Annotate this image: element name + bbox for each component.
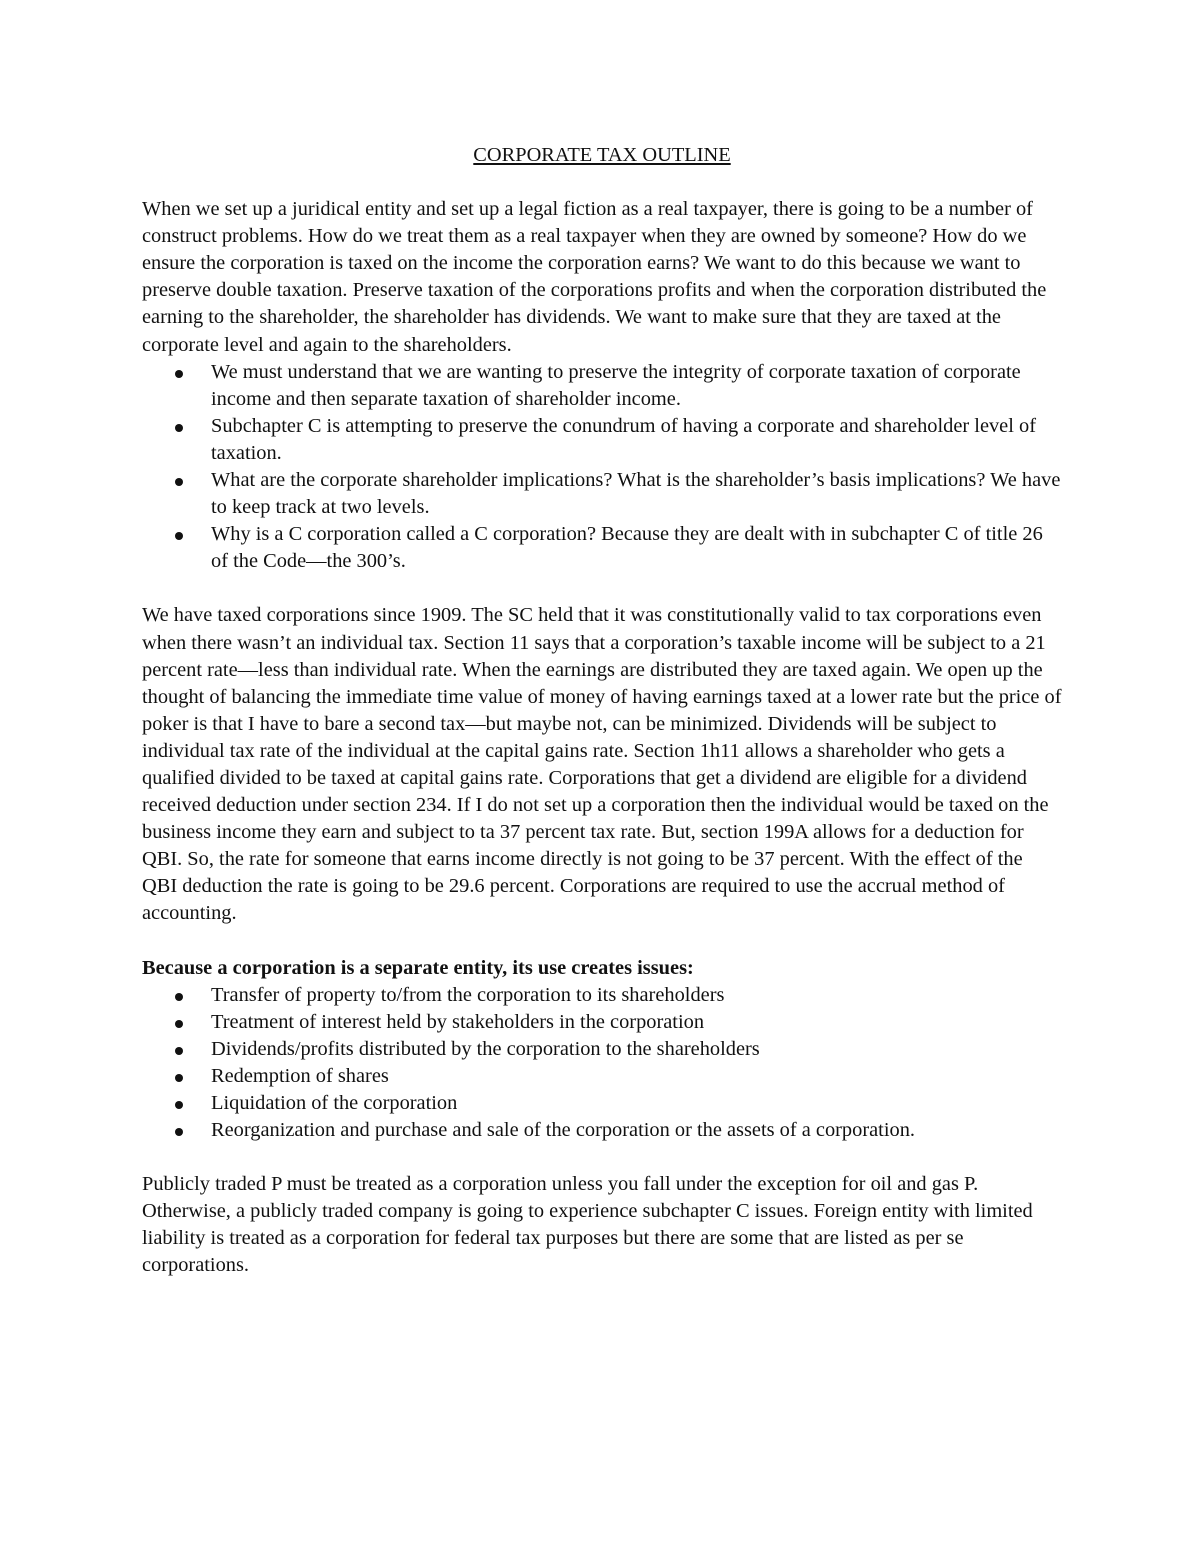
paragraph-spacer	[142, 928, 1062, 955]
list-item-text: Reorganization and purchase and sale of the corporation or the assets of a corporation.	[211, 1119, 915, 1142]
list-item	[142, 1063, 1062, 1090]
list-item	[142, 1090, 1062, 1117]
closing-paragraph: Publicly traded P must be treated as a corporation unless you fall under the exception for oil and gas P. Otherwise, a publicly traded company is going to experience subchapter C issues. Foreign entity with limited liability is treated as a corporation for federal tax purposes but there are some that are listed as per se corporations.	[142, 1173, 1033, 1277]
document-page	[142, 142, 1062, 1280]
list-item-text: Why is a C corporation called a C corporation? Because they are dealt with in subchapter C of title 26 of the Code—the 300’s.	[211, 523, 1043, 573]
list-item-text: Dividends/profits distributed by the corporation to the shareholders	[211, 1037, 760, 1060]
intro-bullet-list	[142, 359, 1062, 576]
list-item-text: Liquidation of the corporation	[211, 1092, 458, 1114]
list-item	[142, 1117, 1062, 1144]
paragraph-spacer	[142, 575, 1062, 602]
list-item	[142, 467, 1062, 521]
bullet-icon	[175, 1047, 183, 1055]
paragraph-spacer	[142, 1144, 1062, 1171]
list-item	[142, 1009, 1062, 1036]
bullet-icon	[175, 1101, 183, 1109]
list-item-text: We must understand that we are wanting to preserve the integrity of corporate taxation of corporate income and then separate taxation of shareholder income.	[211, 360, 1021, 410]
list-item	[142, 521, 1062, 575]
intro-paragraph: When we set up a juridical entity and set up a legal fiction as a real taxpayer, there is going to be a number of construct problems. How do we treat them as a real taxpayer when they are owned by someone? How do we ensure the corporation is taxed on the income the corporation earns? We want to do this because we want to preserve double taxation. Preserve taxation of the corporations profits and when the corporation distributed the earning to the shareholder, the shareholder has dividends. We want to make sure that they are taxed at the corporate level and again to the shareholders.	[142, 198, 1047, 356]
bullet-icon	[175, 370, 183, 378]
list-item	[142, 359, 1062, 413]
history-paragraph: We have taxed corporations since 1909. The SC held that it was constitutionally valid to tax corporations even when there wasn’t an individual tax. Section 11 says that a corporation’s taxable income will be subject to a 21 percent rate—less than individual rate. When the earnings are distributed they are taxed again. We open up the thought of balancing the immediate time value of money of having earnings taxed at a lower rate but the price of poker is that I have to bare a second tax—but maybe not, can be minimized. Dividends will be subject to individual tax rate of the individual at the capital gains rate. Section 1h11 allows a shareholder who gets a qualified divided to be taxed at capital gains rate. Corporations that get a dividend are eligible for a dividend received deduction under section 234. If I do not set up a corporation then the individual would be taxed on the business income they earn and subject to ta 37 percent tax rate. But, section 199A allows for a deduction for QBI. So, the rate for someone that earns income directly is not going to be 37 percent. With the effect of the QBI deduction the rate is going to be 29.6 percent. Corporations are required to use the accrual method of accounting.	[142, 604, 1062, 925]
bullet-icon	[175, 1128, 183, 1136]
list-item-text: Treatment of interest held by stakeholders in the corporation	[211, 1010, 705, 1033]
list-item-text: What are the corporate shareholder implications? What is the shareholder’s basis implications? We have to keep track at two levels.	[211, 469, 1061, 519]
bullet-icon	[175, 478, 183, 486]
document-title: CORPORATE TAX OUTLINE	[473, 144, 731, 166]
list-item	[142, 1036, 1062, 1063]
bullet-icon	[175, 1074, 183, 1082]
bullet-icon	[175, 993, 183, 1001]
list-item-text: Subchapter C is attempting to preserve the conundrum of having a corporate and shareholder level of taxation.	[211, 414, 1036, 464]
list-item	[142, 982, 1062, 1009]
bullet-icon	[175, 532, 183, 540]
bullet-icon	[175, 424, 183, 432]
list-item-text: Redemption of shares	[211, 1064, 389, 1087]
list-item-text: Transfer of property to/from the corporation to its shareholders	[211, 983, 725, 1006]
list-item	[142, 413, 1062, 467]
issues-bullet-list	[142, 982, 1062, 1145]
issues-heading: Because a corporation is a separate entity, its use creates issues:	[142, 956, 694, 979]
bullet-icon	[175, 1020, 183, 1028]
